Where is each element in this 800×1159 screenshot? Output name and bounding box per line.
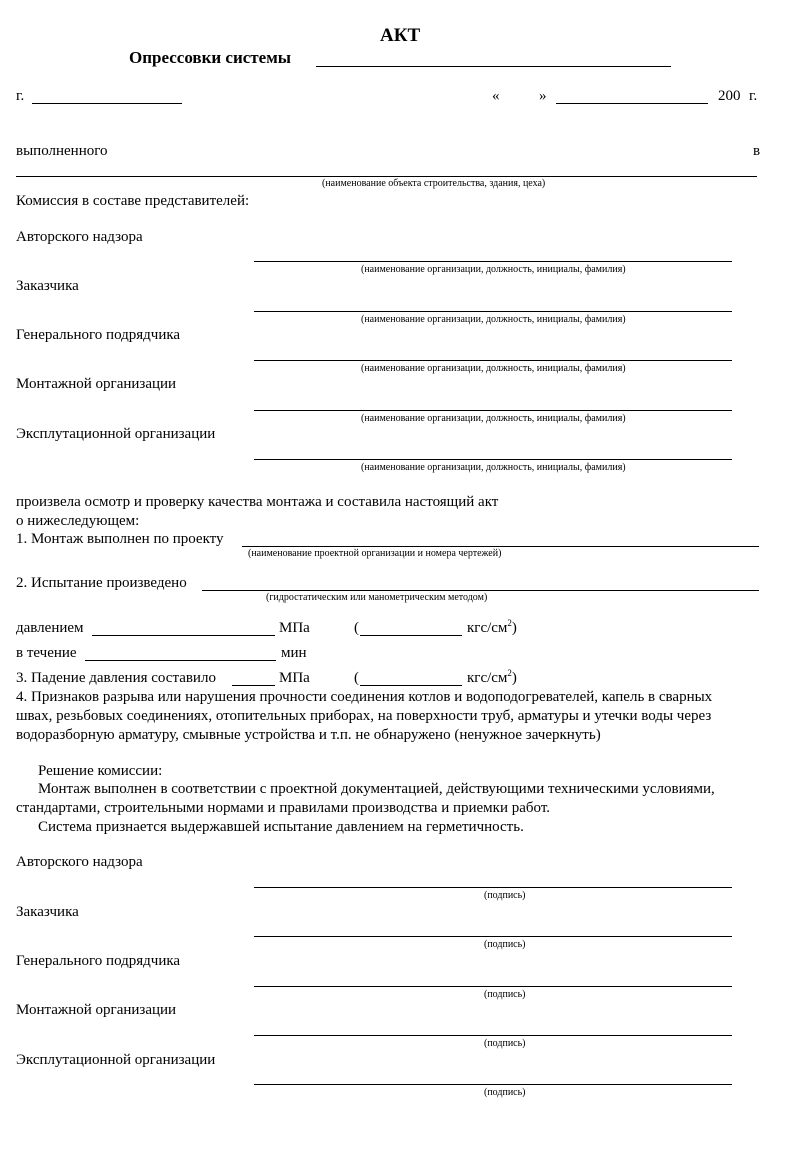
item2-method-line[interactable] <box>202 590 759 591</box>
rep-line-general-contractor[interactable] <box>254 360 732 361</box>
quote-close: » <box>539 88 547 104</box>
sig-label-customer: Заказчика <box>16 904 79 920</box>
pressure-mpa-line[interactable] <box>92 635 275 636</box>
decision-heading: Решение комиссии: <box>38 763 163 779</box>
item4-line-1: 4. Признаков разрыва или нарушения прочности соединения котлов и водоподогревателей, капель в сварных <box>16 689 713 705</box>
item4-line-3: водоразборную арматуру, смывные устройства и т.п. не обнаружено (ненужное зачеркнуть) <box>16 727 601 743</box>
document-subtitle: Опрессовки системы <box>129 48 292 67</box>
rep-label-customer: Заказчика <box>16 278 79 294</box>
pressure-unit: МПа <box>279 620 310 636</box>
rep-label-author-supervision: Авторского надзора <box>16 229 143 245</box>
city-prefix: г. <box>16 88 25 104</box>
decision-line-1: Монтаж выполнен в соответствии с проектной документацией, действующими техническими условиями, <box>38 781 715 797</box>
sig-caption: (подпись) <box>484 890 526 901</box>
month-line[interactable] <box>556 103 708 104</box>
rep-line-operating-org[interactable] <box>254 459 732 460</box>
inspection-line-1: произвела осмотр и проверку качества монтажа и составила настоящий акт <box>16 494 499 510</box>
item1-label: 1. Монтаж выполнен по проекту <box>16 531 224 547</box>
sig-label-installation-org: Монтажной организации <box>16 1002 177 1018</box>
pressure-kgf-line[interactable] <box>360 635 462 636</box>
rep-label-operating-org: Эксплутационной организации <box>16 426 216 442</box>
sig-caption: (подпись) <box>484 1038 526 1049</box>
sig-line-operating-org[interactable] <box>254 1084 732 1085</box>
sig-caption: (подпись) <box>484 1087 526 1098</box>
sig-caption: (подпись) <box>484 989 526 1000</box>
item3-drop-line[interactable] <box>232 685 275 686</box>
object-name-caption: (наименование объекта строительства, здания, цеха) <box>322 178 546 189</box>
decision-conclusion: Система признается выдержавшей испытание давлением на герметичность. <box>38 819 524 835</box>
rep-line-customer[interactable] <box>254 311 732 312</box>
item3-paren-open: ( <box>354 670 359 686</box>
pressure-kgf-unit: кгс/$см^2$) <box>467 618 517 636</box>
document-title: АКТ <box>380 25 421 46</box>
item3-kgf-unit: кгс/$см^2$) <box>467 668 517 686</box>
rep-label-general-contractor: Генерального подрядчика <box>16 327 181 343</box>
sig-label-general-contractor: Генерального подрядчика <box>16 953 181 969</box>
rep-line-installation-org[interactable] <box>254 410 732 411</box>
duration-label: в течение <box>16 645 77 661</box>
item1-project-line[interactable] <box>242 546 759 547</box>
completed-label: выполненного <box>16 143 108 159</box>
system-name-line[interactable] <box>316 66 671 67</box>
rep-label-installation-org: Монтажной организации <box>16 376 177 392</box>
decision-line-2: стандартами, строительными нормами и правилами производства и приемки работ. <box>16 800 551 816</box>
sig-line-general-contractor[interactable] <box>254 986 732 987</box>
rep-caption: (наименование организации, должность, инициалы, фамилия) <box>361 314 626 325</box>
item2-label: 2. Испытание произведено <box>16 575 187 591</box>
year-value: 200 <box>718 88 741 104</box>
inspection-line-2: о нижеследующем: <box>16 513 140 529</box>
rep-caption: (наименование организации, должность, инициалы, фамилия) <box>361 413 626 424</box>
pressure-label: давлением <box>16 620 84 636</box>
pressure-paren-open: ( <box>354 620 359 636</box>
sig-line-customer[interactable] <box>254 936 732 937</box>
item3-unit: МПа <box>279 670 310 686</box>
item2-caption: (гидростатическим или манометрическим методом) <box>266 592 488 603</box>
item3-label: 3. Падение давления составило <box>16 670 216 686</box>
item4-line-2: швах, резьбовых соединениях, отопительных приборах, на поверхности труб, арматуры и утечки воды через <box>16 708 712 724</box>
duration-unit: мин <box>281 645 307 661</box>
sig-label-author-supervision: Авторского надзора <box>16 854 143 870</box>
rep-caption: (наименование организации, должность, инициалы, фамилия) <box>361 462 626 473</box>
duration-line[interactable] <box>85 660 276 661</box>
item1-caption: (наименование проектной организации и номера чертежей) <box>248 548 502 559</box>
object-name-line[interactable] <box>16 176 757 177</box>
rep-line-author-supervision[interactable] <box>254 261 732 262</box>
quote-open: « <box>492 88 500 104</box>
in-label: в <box>753 143 761 159</box>
commission-intro: Комиссия в составе представителей: <box>16 193 250 209</box>
rep-caption: (наименование организации, должность, инициалы, фамилия) <box>361 363 626 374</box>
sig-caption: (подпись) <box>484 939 526 950</box>
sig-line-author-supervision[interactable] <box>254 887 732 888</box>
sig-label-operating-org: Эксплутационной организации <box>16 1052 216 1068</box>
sig-line-installation-org[interactable] <box>254 1035 732 1036</box>
item3-kgf-line[interactable] <box>360 685 462 686</box>
city-line[interactable] <box>32 103 182 104</box>
rep-caption: (наименование организации, должность, инициалы, фамилия) <box>361 264 626 275</box>
year-suffix: г. <box>749 88 758 104</box>
